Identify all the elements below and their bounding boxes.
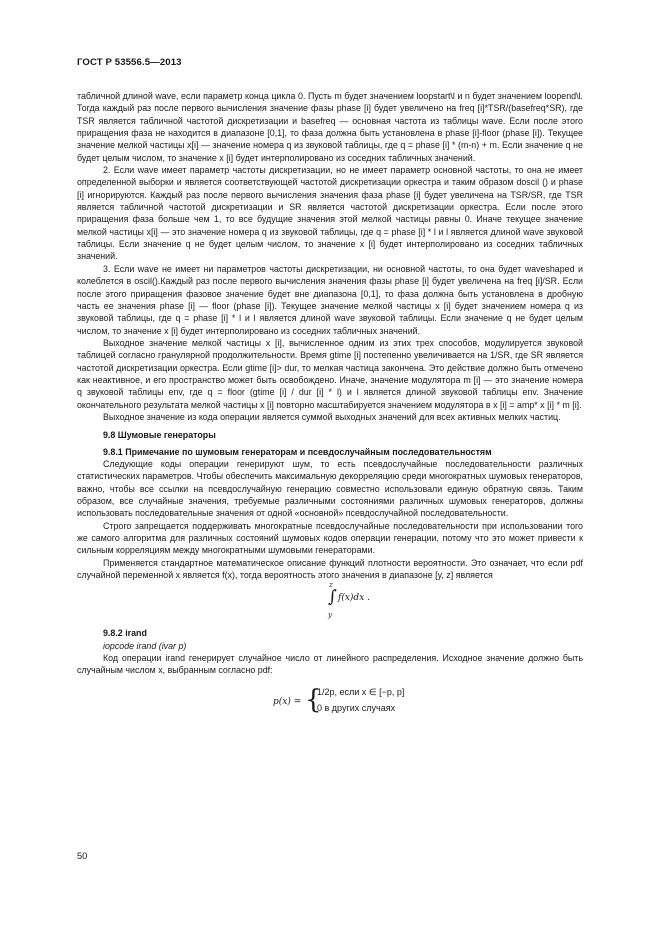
paragraph-output-sum: Выходное значение из кода операции является суммой выходных значений для всех активных мелких частиц. bbox=[103, 411, 561, 422]
curly-brace-icon: { bbox=[305, 684, 322, 715]
paragraph-noise-intro: Следующие коды операции генерируют шум, то есть псевдослучайные последовательности различных статистических параметров. Чтобы обеспечить максимальную декорреляцию среди многократных шумовых генераторов, важно, чтобы все ссылки на псевдослучайную генерацию совместно использовали единую обратную связь. Таким образом, все случайные значения, требуемые различными состояниями различных шумовых генераторов, должны использовать последовательные значения от одной «основной» псевдослучайной последовательности. bbox=[77, 458, 583, 519]
paragraph-output-value: Выходное значение мелкой частицы x [i], вычисленное одним из этих трех способов, модулируется звуковой таблицей согласно гранулярной продолжительности. Время gtime [i] постепенно увеличивается на 1/SR, где SR является частотой дискретизации оркестра. Если gtime [i]> dur, то мелкая частица закончена. Это действие должно быть отмечено как неактивное, и его пространство может быть освобождено. Иначе, значение модулятора m [i] — это значение номера q звуковой таблицы env, где q = floor (gtime [i] / dur [i] * l) и l является длиной звуковой таблицы env. Значение окончательного результата мелкой частицы x [i] повторно масштабируется значением модулятора в x [i] = amp* x [i] * m [i]. bbox=[77, 337, 583, 410]
page-number: 50 bbox=[77, 851, 88, 861]
document-header: ГОСТ Р 53556.5—2013 bbox=[77, 57, 182, 68]
paragraph-item-3: 3. Если wave не имеет ни параметров частоты дискретизации, ни основной частоты, то она будет waveshaped и колеблется в oscil().Каждый раз после первого вычисления значения фазы phase [i] будет увеличена на freq [i]/SR. Если после этого приращения фазовое значение будет вне диапазона [0,1], то фаза должна быть установлена в дробную часть ее значения phase [i] — floor (phase [i]). Текущее значение мелкой частицы x [i] будет значением номера q из звуковой таблицы, где q = phase [i] * l и l является длиной wave звуковой таблицы. Если значение q не будет целым числом, то значение x [i] будет интерполировано из соседних табличных значений. bbox=[77, 263, 583, 336]
section-heading-9-8-2: 9.8.2 irand bbox=[103, 628, 147, 639]
section-heading-9-8: 9.8 Шумовые генераторы bbox=[103, 430, 216, 441]
section-heading-9-8-1: 9.8.1 Примечание по шумовым генераторам и псевдослучайным последовательностям bbox=[103, 446, 492, 457]
integral-formula bbox=[77, 583, 583, 621]
paragraph-item-2: 2. Если wave имеет параметр частоты дискретизации, но не имеет параметр основной частоты, то она не имеет определенной выборки и является соответствующей частотой дискретизации оркестра и таким образом doscil () и phase [i] игнорируются. Каждый раз после первого вычисления значения фаза phase [i] будет увеличена на TSR/SR, где TSR является табличной частотой дискретизации и SR является частотой дискретизации оркестра. Если после этого приращения фаза больше чем 1, то все будущие значения этой мелкой частицы равны 0. Иначе текущее значение мелкой частицы x[i] — это значение номера q из звуковой таблицы, где q = phase [i] * l и l является длиной wave звуковой таблицы. Если значение q не будет целым числом, то значение x [i] будет интерполировано из соседних табличных значений. bbox=[77, 165, 583, 262]
paragraph-continuation: табличной длиной wave, если параметр конца цикла 0. Пусть m будет значением loopstart\l и n будет значением loopend\l. Тогда каждый раз после первого вычисления значение фазы phase [i] будет увеличено на freq [i]*TSR/(basefreq*SR), где TSR является табличной частотой дискретизации и basefreq — основная частота из таблицы wave. Если после этого приращения фаза не находится в диапазоне [0,1], то фаза должна быть установлена в phase [i]-floor (phase [i]). Текущее значение мелкой частицы x[i] — значение номера q из звуковой таблицы, где q = phase [i] * (m-n) + m. Если значение q не будет целым числом, то значение x [i] будет интерполировано из соседних табличных значений. bbox=[77, 91, 583, 163]
integral-upper-limit: z bbox=[329, 581, 333, 590]
pdf-formula-lhs: p(x) = bbox=[273, 696, 302, 707]
document-body bbox=[77, 90, 583, 723]
paragraph-irand-description: Код операции irand генерирует случайное число от линейного распределения. Исходное значение должно быть случайным числом x, выбранным согласно pdf: bbox=[77, 653, 583, 676]
paragraph-noise-restriction: Строго запрещается поддерживать многократные псевдослучайные последовательности при использовании того же самого алгоритма для различных состояний шумовых кодов операции генерации, потому что это может привести к сильным корреляциям между многократными шумовыми генераторами. bbox=[77, 520, 583, 556]
opcode-syntax: iopcode irand (ivar p) bbox=[103, 640, 187, 651]
integral-body: f(x)dx . bbox=[338, 593, 370, 604]
pdf-formula bbox=[77, 683, 583, 723]
pdf-formula-case-1: 1/2p, если x ∈ [−p, p] bbox=[317, 686, 405, 697]
integral-lower-limit: y bbox=[328, 611, 332, 620]
pdf-formula-case-2: 0 в других случаях bbox=[317, 702, 396, 713]
integral-sign-icon: ∫ bbox=[328, 587, 337, 608]
paragraph-pdf-description: Применяется стандартное математическое описание функций плотности вероятности. Это означает, что если pdf случайной переменной x является f(x), тогда вероятность этого значения в диапазоне [y, z] является bbox=[77, 557, 583, 581]
